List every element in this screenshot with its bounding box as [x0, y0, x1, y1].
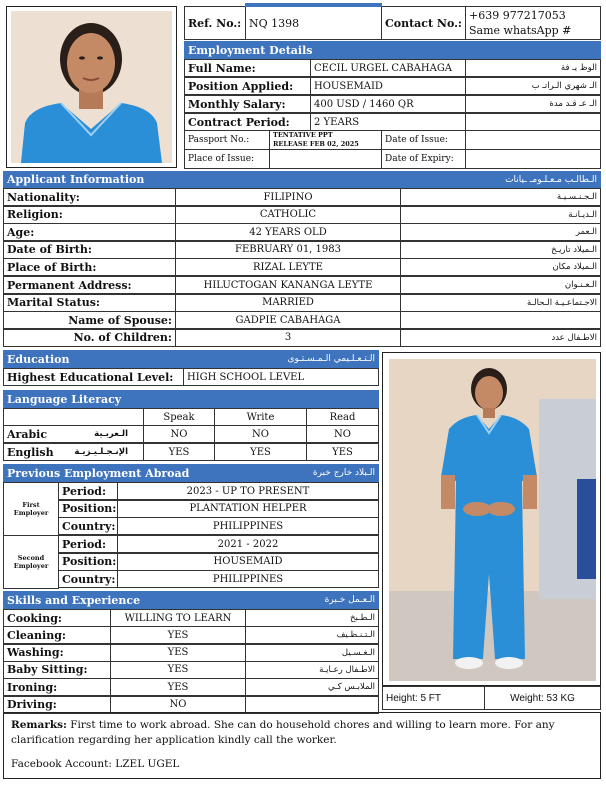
skill-row-arabic: [245, 644, 379, 662]
employer-row-value: PHILIPPINES: [117, 517, 379, 535]
contact-value: [465, 6, 601, 40]
language-cell: YES: [143, 443, 215, 461]
applicant-row-label: Religion:: [3, 206, 176, 224]
applicant-row-arabic-text: الاطـفال عدد: [551, 332, 597, 343]
ref-label: Ref. No.:: [184, 6, 246, 40]
applicant-row-arabic-text: الـميلاد مكان: [552, 262, 597, 273]
skill-row-arabic: [245, 661, 379, 679]
skill-row-value: YES: [110, 626, 246, 644]
employment-row-value: CECIL URGEL CABAHAGA: [310, 59, 466, 77]
issue-date-value: [465, 130, 601, 150]
applicant-row-arabic: [400, 294, 601, 312]
facebook-account: Facebook Account: LZEL UGEL: [11, 758, 180, 770]
language-cell: NO: [214, 425, 307, 443]
employer-row-label: Country:: [58, 570, 118, 588]
skill-row-value: WILLING TO LEARN: [110, 609, 246, 627]
remarks-paragraph: [11, 718, 593, 748]
portrait-image: [11, 11, 172, 163]
employment-row-arabic-text: الـ شهري الـراتـ ب: [531, 81, 597, 91]
applicant-row-label: Marital Status:: [3, 294, 176, 312]
employment-title: Employment Details: [188, 43, 313, 57]
applicant-row-label: Date of Birth:: [3, 241, 176, 259]
applicant-row-arabic-text: الـديـانـة: [568, 209, 597, 220]
employment-row-label: Full Name:: [184, 59, 311, 77]
applicant-header: [3, 171, 601, 188]
education-value: HIGH SCHOOL LEVEL: [183, 368, 379, 386]
remarks-box: [3, 712, 601, 779]
applicant-row-arabic: [400, 188, 601, 206]
applicant-row-value: 3: [175, 329, 401, 347]
passport-value-line2: RELEASE FEB 02, 2025: [273, 140, 359, 148]
skill-row-label: Driving:: [3, 696, 111, 714]
previous-header: [3, 464, 379, 482]
applicant-row-arabic: [400, 329, 601, 347]
applicant-row-value: MARRIED: [175, 294, 401, 312]
skills-header: [3, 591, 379, 609]
skill-row-label: Washing:: [3, 644, 111, 662]
applicant-row-label: Age:: [3, 223, 176, 241]
applicant-row-value: CATHOLIC: [175, 206, 401, 224]
language-name: English: [7, 445, 54, 459]
language-column-header: Read: [306, 408, 379, 426]
applicant-row-value: GADPIE CABAHAGA: [175, 311, 401, 329]
remarks-text: First time to work abroad. She can do household chores and willing to learn more. For any clarification regarding her application kindly call the worker.: [11, 719, 555, 746]
previous-title: Previous Employment Abroad: [7, 466, 190, 480]
language-title: Language Literacy: [7, 392, 122, 406]
employer-tag: [3, 535, 59, 589]
contact-label: Contact No.:: [381, 6, 466, 40]
ref-bar: [245, 3, 382, 7]
employer-row-label: Country:: [58, 517, 118, 535]
skill-row-arabic-text: الاطـفال رعـايـة: [319, 664, 375, 675]
applicant-row-label: Place of Birth:: [3, 258, 176, 276]
skill-row-arabic: [245, 609, 379, 627]
employer-tag: [3, 482, 59, 536]
employment-row-arabic-text: الوظ يـ فة: [560, 63, 597, 73]
skill-row-arabic: [245, 626, 379, 644]
employer-row-value: PLANTATION HELPER: [117, 500, 379, 518]
employment-row-label: Monthly Salary:: [184, 95, 311, 113]
applicant-title-ar: الـطالـب مـعـلـومـ ـيانات: [505, 174, 597, 185]
education-title-ar: الـتـعـلـيمي الـمـسـتـوى: [287, 354, 375, 364]
employer-tag-line1: Second: [17, 554, 45, 562]
language-header: [3, 390, 379, 408]
applicant-row-arabic: [400, 311, 601, 329]
skills-title-ar: الـعـمل خـبرة: [324, 595, 375, 605]
skill-row-arabic-text: الـتـنـظـيف: [336, 630, 375, 641]
skill-row-arabic-text: الـغـسـيل: [341, 647, 375, 658]
applicant-row-arabic: [400, 241, 601, 259]
language-cell: NO: [306, 425, 379, 443]
applicant-row-arabic-text: الـميلاد تاريـخ: [551, 244, 597, 255]
education-title: Education: [7, 352, 70, 366]
expiry-value: [465, 149, 601, 169]
employment-row-label: Position Applied:: [184, 77, 311, 95]
issue-place-label: Place of Issue:: [184, 149, 270, 169]
applicant-row-value: 42 YEARS OLD: [175, 223, 401, 241]
passport-value: [269, 130, 382, 150]
contact-number: +639 977217053: [469, 9, 566, 22]
employer-row-label: Position:: [58, 553, 118, 571]
language-cell: YES: [306, 443, 379, 461]
full-body-photo: [382, 352, 601, 686]
weight-value: Weight: 53 KG: [484, 686, 601, 710]
skill-row-label: Ironing:: [3, 678, 111, 696]
language-row-label: [3, 443, 144, 461]
applicant-row-label: Nationality:: [3, 188, 176, 206]
skill-row-label: Baby Sitting:: [3, 661, 111, 679]
employment-row-arabic-text: الـ عـ قـد مدة: [549, 99, 597, 109]
skill-row-arabic-text: الملابـس كـي: [328, 682, 375, 693]
passport-value-line1: TENTATIVE PPT: [273, 131, 333, 139]
applicant-row-value: FILIPINO: [175, 188, 401, 206]
applicant-row-arabic: [400, 258, 601, 276]
skill-row-arabic: [245, 678, 379, 696]
applicant-title: Applicant Information: [7, 173, 145, 186]
previous-title-ar: الـبلاد خارج خبرة: [312, 468, 375, 478]
employment-row-label: Contract Period:: [184, 113, 311, 131]
skill-row-arabic-text: الـطـبخ: [350, 613, 375, 623]
employer-row-value: 2021 - 2022: [117, 535, 379, 553]
employer-row-label: Period:: [58, 535, 118, 553]
education-label: Highest Educational Level:: [3, 368, 184, 386]
language-name-arabic: الإنـجـلـيـزيـة: [74, 447, 128, 457]
employer-tag-line1: First: [22, 501, 40, 509]
employer-row-value: 2023 - UP TO PRESENT: [117, 482, 379, 500]
applicant-row-arabic-text: الـجـنـسـيـة: [556, 192, 597, 202]
applicant-row-label: No. of Children:: [3, 329, 176, 347]
language-cell: YES: [214, 443, 307, 461]
skill-row-label: Cooking:: [3, 609, 111, 627]
applicant-row-arabic-text: الاجـتماعـيـة الـحالـة: [526, 297, 597, 308]
language-column-header: Write: [214, 408, 307, 426]
applicant-row-value: HILUCTOGAN KANANGA LEYTE: [175, 276, 401, 294]
applicant-row-value: RIZAL LEYTE: [175, 258, 401, 276]
employment-header: [184, 41, 601, 59]
employer-row-value: HOUSEMAID: [117, 553, 379, 571]
language-corner: [3, 408, 144, 426]
employment-row-arabic: [465, 113, 601, 131]
language-name-arabic: الـعربـية: [94, 429, 128, 439]
applicant-row-arabic: [400, 276, 601, 294]
passport-label: Passport No.:: [184, 130, 270, 150]
language-row-label: [3, 425, 144, 443]
applicant-row-label: Permanent Address:: [3, 276, 176, 294]
employment-row-arabic: [465, 95, 601, 113]
skill-row-arabic: [245, 696, 379, 714]
expiry-label: Date of Expiry:: [381, 149, 466, 169]
skill-row-label: Cleaning:: [3, 626, 111, 644]
applicant-row-arabic: [400, 206, 601, 224]
employer-row-value: PHILIPPINES: [117, 570, 379, 588]
language-column-header: Speak: [143, 408, 215, 426]
skills-title: Skills and Experience: [7, 593, 141, 607]
employment-row-value: 400 USD / 1460 QR: [310, 95, 466, 113]
language-cell: NO: [143, 425, 215, 443]
remarks-label: Remarks:: [11, 719, 67, 731]
skill-row-value: YES: [110, 644, 246, 662]
applicant-row-label: Name of Spouse:: [3, 311, 176, 329]
applicant-row-arabic: [400, 223, 601, 241]
applicant-row-value: FEBRUARY 01, 1983: [175, 241, 401, 259]
employer-tag-line2: Employer: [13, 509, 49, 517]
skill-row-value: NO: [110, 696, 246, 714]
height-value: Height: 5 FT: [382, 686, 485, 710]
applicant-row-arabic-text: الـعمر: [575, 227, 597, 238]
language-name: Arabic: [7, 427, 48, 441]
skill-row-value: YES: [110, 661, 246, 679]
ref-value: NQ 1398: [245, 6, 382, 40]
employment-row-value: HOUSEMAID: [310, 77, 466, 95]
employment-row-value: 2 YEARS: [310, 113, 466, 131]
employment-row-arabic: [465, 59, 601, 77]
applicant-row-arabic-text: الـعـنـوان: [564, 280, 597, 290]
employer-row-label: Period:: [58, 482, 118, 500]
employer-row-label: Position:: [58, 500, 118, 518]
issue-place-value: [269, 149, 382, 169]
issue-date-label: Date of Issue:: [381, 130, 466, 150]
skill-row-value: YES: [110, 678, 246, 696]
full-body-image: [389, 359, 596, 681]
contact-note: Same whatsApp #: [469, 24, 572, 37]
employment-row-arabic: [465, 77, 601, 95]
portrait-photo: [6, 6, 177, 168]
employer-tag-line2: Employer: [13, 562, 49, 570]
education-header: [3, 350, 379, 368]
